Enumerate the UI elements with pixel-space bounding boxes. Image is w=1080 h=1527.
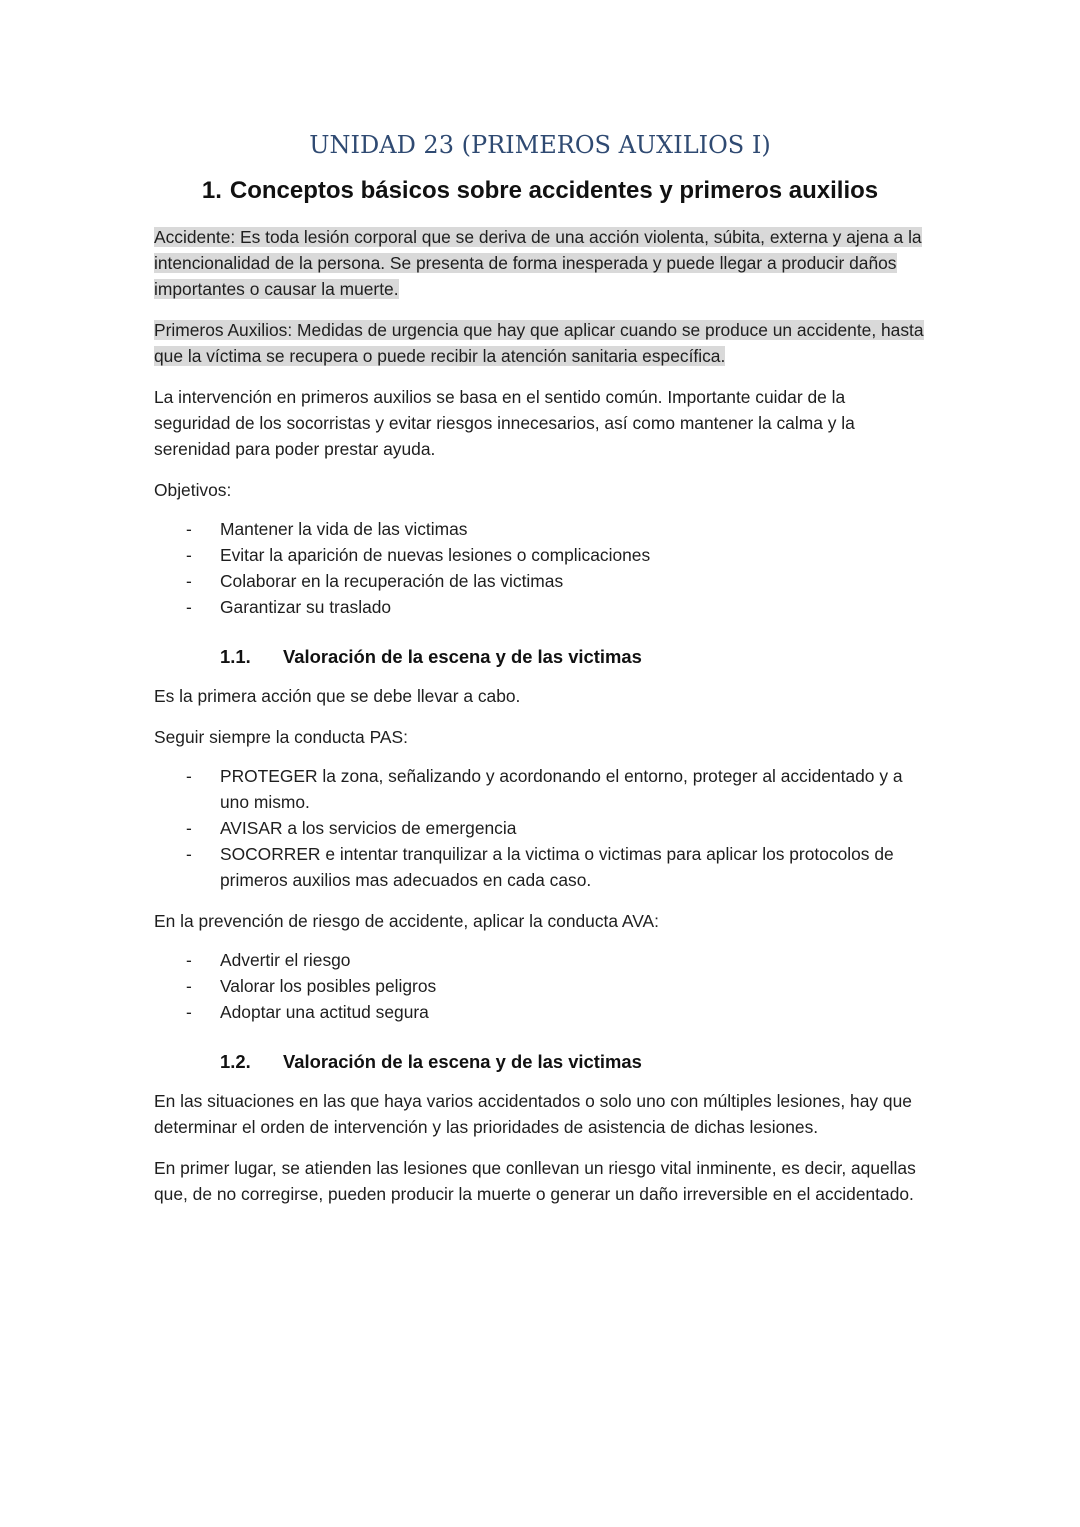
list-item <box>154 999 926 1025</box>
list-item-text: AVISAR a los servicios de emergencia <box>220 818 517 838</box>
objetivos-list <box>154 516 926 620</box>
list-item-text: PROTEGER la zona, señalizando y acordonando el entorno, proteger al accidentado y a uno mismo. <box>220 766 903 812</box>
dash-marker: - <box>186 844 192 864</box>
dash-marker: - <box>186 545 192 565</box>
ava-list <box>154 947 926 1025</box>
objetivos-label: Objetivos: <box>154 480 232 500</box>
sub1-paragraph-2: Seguir siempre la conducta PAS: <box>154 727 408 747</box>
list-item <box>154 594 926 620</box>
highlighted-text: Accidente: Es toda lesión corporal que se deriva de una acción violenta, súbita, externa y ajena a la intencionalidad de la persona. Se presenta de forma inesperada y puede llegar a producir daños importantes o causar la muerte. <box>154 227 922 299</box>
sub1-paragraph-1: Es la primera acción que se debe llevar a cabo. <box>154 686 521 706</box>
definition-primeros-auxilios <box>154 317 926 369</box>
subsection-heading-1-1 <box>154 642 926 672</box>
list-item-text: Mantener la vida de las victimas <box>220 519 468 539</box>
list-item <box>154 568 926 594</box>
section-heading <box>154 174 926 208</box>
dash-marker: - <box>186 766 192 786</box>
list-item-text: Adoptar una actitud segura <box>220 1002 429 1022</box>
dash-marker: - <box>186 1002 192 1022</box>
list-item-text: Garantizar su traslado <box>220 597 392 617</box>
sub1-paragraph-3: En la prevención de riesgo de accidente, aplicar la conducta AVA: <box>154 911 659 931</box>
subsection-title: Valoración de la escena y de las victimas <box>283 646 642 667</box>
dash-marker: - <box>186 976 192 996</box>
section-title-text: Conceptos básicos sobre accidentes y primeros auxilios <box>229 177 879 204</box>
list-item-text: Valorar los posibles peligros <box>220 976 437 996</box>
list-item <box>154 947 926 973</box>
list-item-text: Evitar la aparición de nuevas lesiones o complicaciones <box>220 545 651 565</box>
list-item <box>154 973 926 999</box>
list-item <box>154 542 926 568</box>
dash-marker: - <box>186 519 192 539</box>
list-item-text: Colaborar en la recuperación de las victimas <box>220 571 564 591</box>
highlighted-text: Primeros Auxilios: Medidas de urgencia que hay que aplicar cuando se produce un accidente, hasta que la víctima se recupera o puede recibir la atención sanitaria específica. <box>154 320 924 366</box>
definition-accidente <box>154 224 926 302</box>
list-item-text: SOCORRER e intentar tranquilizar a la victima o victimas para aplicar los protocolos de primeros auxilios mas adecuados en cada caso. <box>220 844 894 890</box>
subsection-number: 1.2. <box>220 1051 251 1072</box>
pas-list <box>154 763 926 893</box>
dash-marker: - <box>186 950 192 970</box>
dash-marker: - <box>186 571 192 591</box>
list-item <box>154 815 926 841</box>
subsection-number: 1.1. <box>220 646 251 667</box>
list-item <box>154 841 926 893</box>
dash-marker: - <box>186 818 192 838</box>
subsection-title: Valoración de la escena y de las victimas <box>283 1051 642 1072</box>
intro-paragraph: La intervención en primeros auxilios se basa en el sentido común. Importante cuidar de la seguridad de los socorristas y evitar riesgos innecesarios, así como mantener la calma y la serenidad para poder prestar ayuda. <box>154 387 855 459</box>
section-number: 1. <box>201 177 222 204</box>
dash-marker: - <box>186 597 192 617</box>
list-item <box>154 516 926 542</box>
sub2-paragraph-2: En primer lugar, se atienden las lesiones que conllevan un riesgo vital inminente, es decir, aquellas que, de no corregirse, pueden producir la muerte o generar un daño irreversible en el accidentado. <box>154 1158 916 1204</box>
sub2-paragraph-1: En las situaciones en las que haya varios accidentados o solo uno con múltiples lesiones, hay que determinar el orden de intervención y las prioridades de asistencia de dichas lesiones. <box>154 1091 912 1137</box>
list-item <box>154 763 926 815</box>
unit-title: UNIDAD 23 (PRIMEROS AUXILIOS I) <box>309 131 771 159</box>
document-content <box>154 128 926 1207</box>
list-item-text: Advertir el riesgo <box>220 950 351 970</box>
subsection-heading-1-2 <box>154 1047 926 1077</box>
